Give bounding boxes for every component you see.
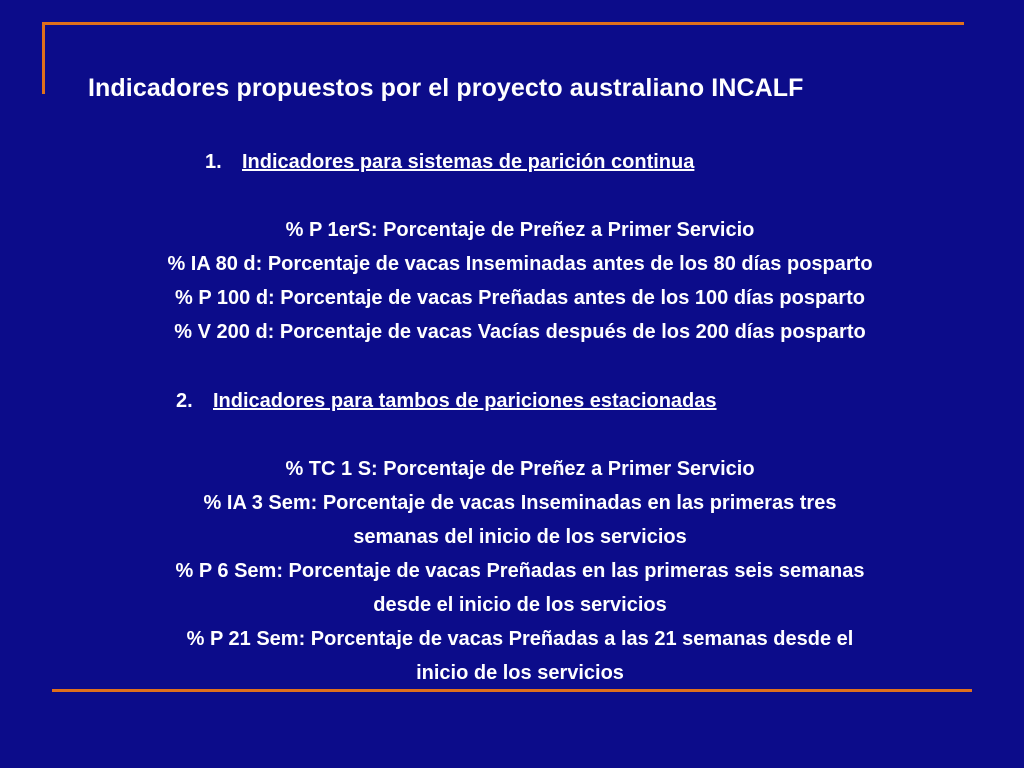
- section-2-item: % TC 1 S: Porcentaje de Preñez a Primer Servicio: [285, 458, 755, 480]
- section-1-item: % V 200 d: Porcentaje de vacas Vacías después de los 200 días posparto: [174, 321, 866, 343]
- section-1-heading: [205, 151, 694, 174]
- top-accent-rule: [42, 22, 964, 25]
- section-2-heading: [176, 390, 717, 413]
- section-1-item: % P 100 d: Porcentaje de vacas Preñadas antes de los 100 días posparto: [175, 287, 865, 309]
- section-2-number: 2.: [176, 390, 193, 412]
- section-1-number: 1.: [205, 151, 222, 173]
- section-2-item: % IA 3 Sem: Porcentaje de vacas Inseminadas en las primeras tres: [203, 492, 837, 514]
- section-1-item: % IA 80 d: Porcentaje de vacas Inseminadas antes de los 80 días posparto: [167, 253, 873, 275]
- section-2-item: inicio de los servicios: [416, 662, 624, 684]
- slide-title: Indicadores propuestos por el proyecto australiano INCALF: [88, 74, 804, 102]
- section-2-item: desde el inicio de los servicios: [373, 594, 667, 616]
- section-2-item: % P 21 Sem: Porcentaje de vacas Preñadas a las 21 semanas desde el: [186, 628, 854, 650]
- left-accent-rule: [42, 22, 45, 94]
- section-1-item: % P 1erS: Porcentaje de Preñez a Primer Servicio: [285, 219, 755, 241]
- section-2-heading-text: Indicadores para tambos de pariciones estacionadas: [213, 390, 717, 412]
- section-2-item: % P 6 Sem: Porcentaje de vacas Preñadas en las primeras seis semanas: [175, 560, 865, 582]
- section-2-item: semanas del inicio de los servicios: [353, 526, 687, 548]
- section-1-heading-text: Indicadores para sistemas de parición continua: [242, 151, 695, 173]
